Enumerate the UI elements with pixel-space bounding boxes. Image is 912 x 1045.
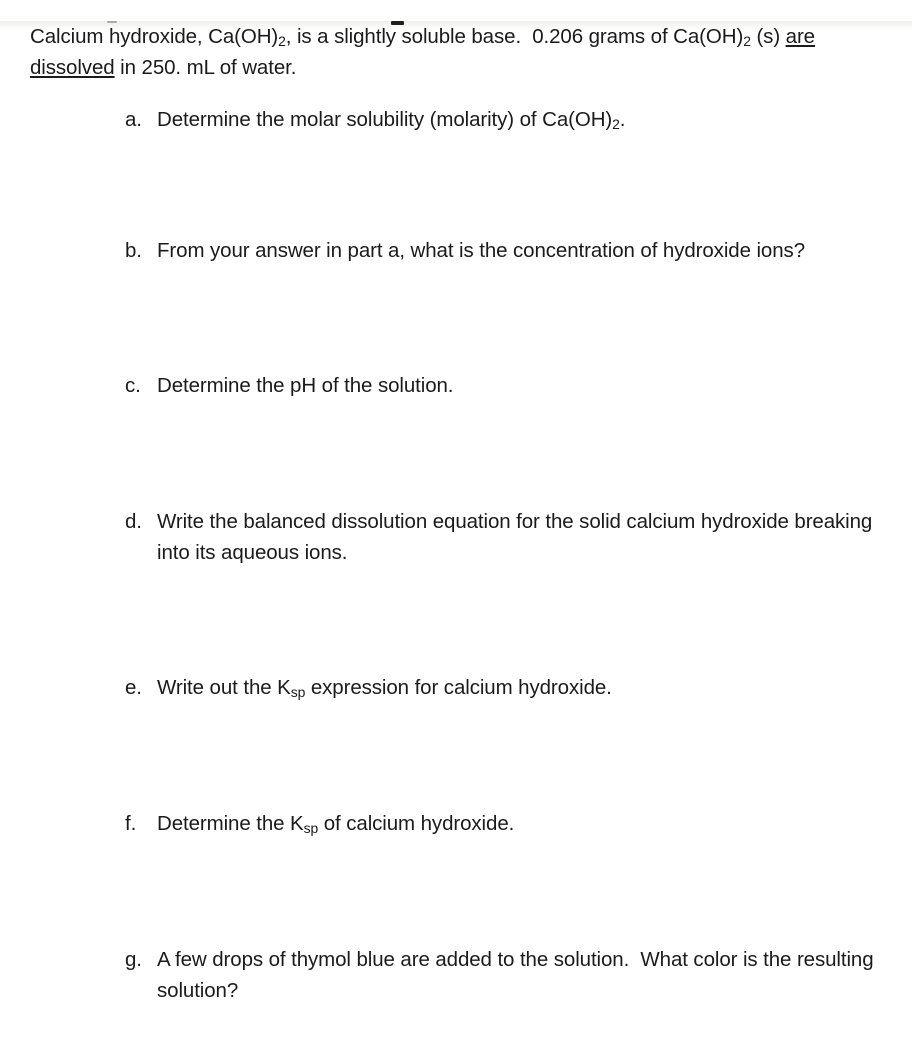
- subscript: 2: [743, 33, 751, 50]
- subscript: sp: [290, 684, 306, 701]
- question-text: [157, 506, 887, 568]
- question-text: [157, 944, 887, 1006]
- intro-text: , is a slightly soluble base. 0.206 grams of Ca(OH): [285, 25, 744, 48]
- question-text-segment: Determine the K: [157, 812, 304, 835]
- question-item-e: [125, 672, 912, 703]
- question-item-a: [125, 104, 912, 135]
- intro-text: in 250. mL of water.: [114, 56, 297, 79]
- question-item-g: [125, 944, 912, 1006]
- question-text-segment: Determine the molar solubility (molarity) of Ca(OH): [157, 108, 613, 131]
- intro-text: (s): [750, 25, 786, 48]
- question-item-c: [125, 370, 912, 401]
- question-text: [157, 370, 453, 401]
- question-text: [157, 235, 805, 266]
- subscript: sp: [303, 820, 319, 837]
- question-text-segment: Determine the pH of the solution.: [157, 374, 454, 397]
- question-item-f: [125, 808, 912, 839]
- question-text-segment: Write out the K: [157, 676, 291, 699]
- subscript: 2: [278, 33, 286, 50]
- question-text: [157, 104, 625, 135]
- question-text-segment: expression for calcium hydroxide.: [305, 676, 612, 699]
- question-label: c.: [125, 374, 141, 397]
- question-label: b.: [125, 239, 142, 262]
- question-label: a.: [125, 108, 142, 131]
- underlined-word: are: [785, 25, 815, 48]
- subscript: 2: [612, 116, 620, 133]
- intro-line-1: [30, 21, 884, 52]
- question-text-segment: .: [619, 108, 626, 131]
- question-label: e.: [125, 676, 142, 699]
- question-item-b: [125, 235, 912, 266]
- question-list: [0, 104, 912, 1006]
- question-item-d: [125, 506, 912, 568]
- question-text-segment: of calcium hydroxide.: [318, 812, 515, 835]
- question-text-segment: Write the balanced dissolution equation for the solid calcium hydroxide breaking into its aqueous ions.: [157, 510, 878, 564]
- question-text: [157, 672, 612, 703]
- question-label: d.: [125, 510, 142, 533]
- question-text-segment: A few drops of thymol blue are added to the solution. What color is the resulting solution?: [157, 948, 880, 1002]
- question-text-segment: From your answer in part a, what is the concentration of hydroxide ions?: [157, 239, 805, 262]
- question-label: f.: [125, 812, 137, 835]
- underlined-word: dissolved: [30, 56, 115, 79]
- worksheet-page: [0, 21, 912, 1045]
- intro-line-2: [30, 52, 884, 83]
- intro-text: Calcium hydroxide, Ca(OH): [30, 25, 279, 48]
- question-text: [157, 808, 514, 839]
- question-label: g.: [125, 948, 142, 971]
- intro-paragraph: [30, 21, 884, 83]
